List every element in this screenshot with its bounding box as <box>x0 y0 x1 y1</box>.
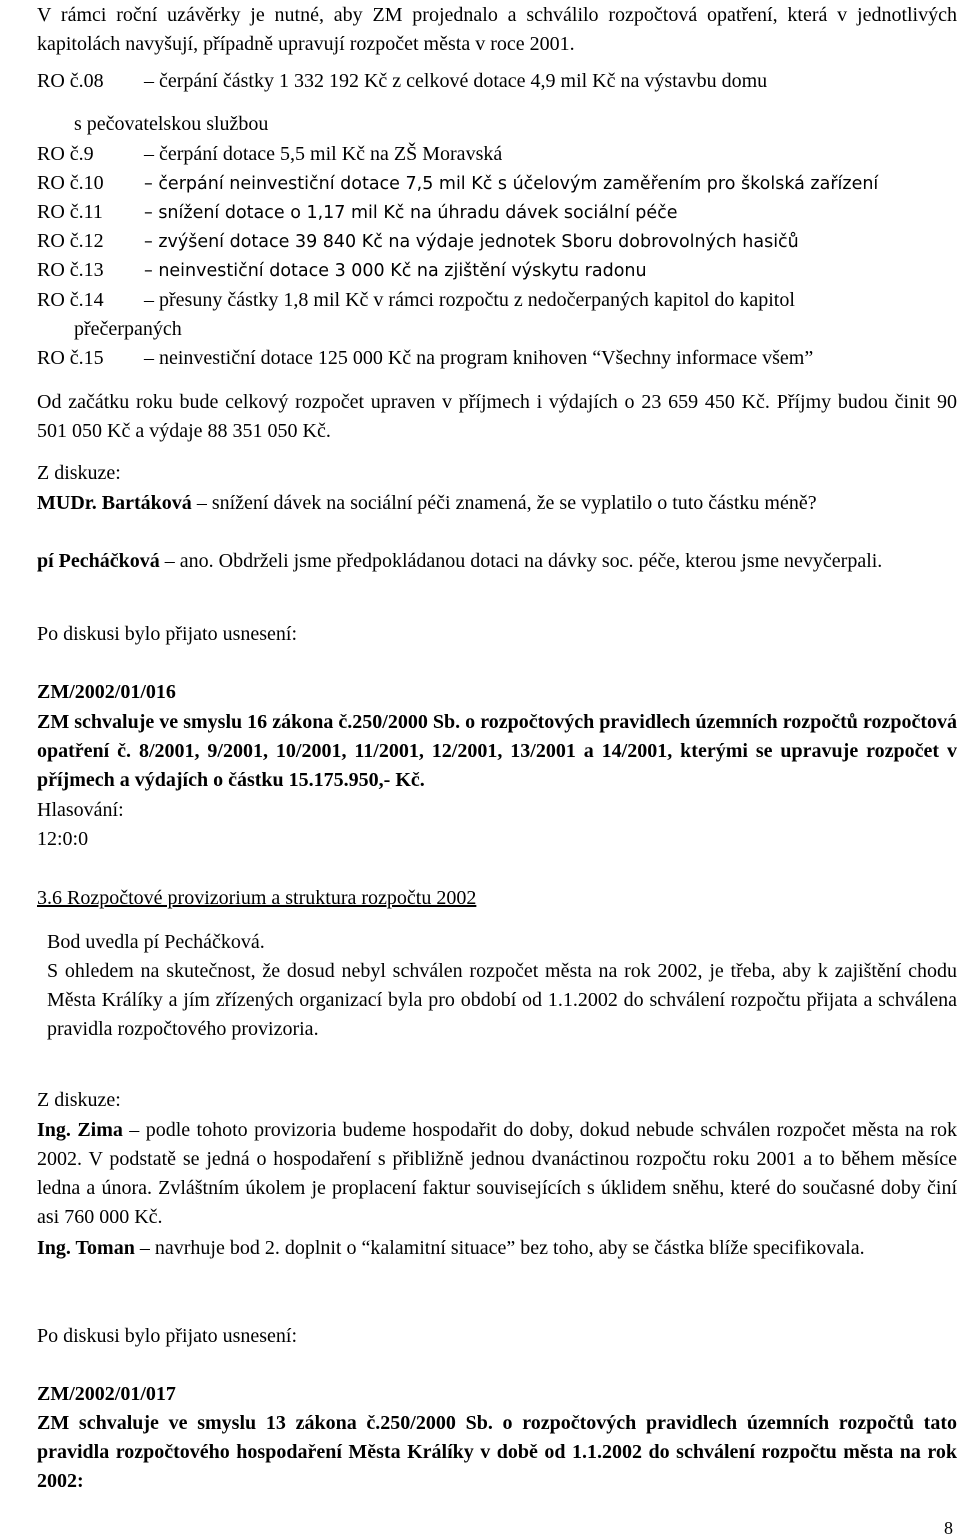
speaker-name: pí Pecháčková <box>37 550 160 572</box>
resolution-intro: Po diskusi bylo přijato usnesení: <box>37 1325 297 1347</box>
discussion-heading: Z diskuze: <box>37 462 121 484</box>
section-number: 3.6 <box>37 887 62 909</box>
ro-code: RO č.9 <box>37 143 94 165</box>
ro-item-continuation: s pečovatelskou službou <box>74 113 269 135</box>
page-number: 8 <box>944 1518 953 1538</box>
ro-code: RO č.08 <box>37 70 104 92</box>
vote-result: 12:0:0 <box>37 828 89 850</box>
ro-item <box>37 67 957 96</box>
resolution-intro: Po diskusi bylo přijato usnesení: <box>37 623 297 645</box>
ro-item <box>37 198 957 228</box>
section-title: Rozpočtové provizorium a struktura rozpočtu 2002 <box>67 887 477 909</box>
ro-text: – přesuny částky 1,8 mil Kč v rámci rozpočtu z nedočerpaných kapitol do kapitol <box>144 289 795 311</box>
discussion-text: – snížení dávek na sociální péči znamená, že se vyplatilo o tuto částku méně? <box>196 492 817 514</box>
discussion-heading: Z diskuze: <box>37 1089 121 1111</box>
ro-item <box>37 227 957 257</box>
ro-code: RO č.11 <box>37 201 103 223</box>
ro-text: – snížení dotace o 1,17 mil Kč na úhradu dávek sociální péče <box>144 203 678 223</box>
vote-label: Hlasování: <box>37 799 124 821</box>
resolution-number: ZM/2002/01/016 <box>37 681 176 703</box>
ro-text: – čerpání neinvestiční dotace 7,5 mil Kč s účelovým zaměřením pro školská zařízení <box>144 174 879 194</box>
resolution-text: ZM schvaluje ve smyslu 16 zákona č.250/2000 Sb. o rozpočtových pravidlech územních rozpočtů rozpočtová opatření č. 8/2001, 9/2001, 10/2001, 11/2001, 12/2001, 13/2001 a 14/2001, kterými se upravuje rozpočet v příjmech a výdajích o částku 15.175.950,- Kč. <box>37 711 957 791</box>
ro-item-continuation: přečerpaných <box>74 318 182 340</box>
speaker-name: Ing. Toman <box>37 1237 135 1259</box>
ro-text: – čerpání částky 1 332 192 Kč z celkové dotace 4,9 mil Kč na výstavbu domu <box>144 70 768 92</box>
section-presenter: Bod uvedla pí Pecháčková. <box>47 931 265 953</box>
ro-code: RO č.13 <box>37 259 104 281</box>
speaker-name: MUDr. Bartáková <box>37 492 192 514</box>
speaker-name: Ing. Zima <box>37 1119 123 1141</box>
discussion-entry <box>37 1234 957 1263</box>
ro-item <box>37 344 957 373</box>
discussion-entry <box>37 489 957 518</box>
discussion-entry <box>37 547 957 576</box>
discussion-entry <box>37 1116 957 1232</box>
ro-text: – neinvestiční dotace 125 000 Kč na program knihoven “Všechny informace všem” <box>144 347 814 369</box>
ro-item <box>37 256 957 286</box>
resolution-number: ZM/2002/01/017 <box>37 1383 176 1405</box>
ro-text: – čerpání dotace 5,5 mil Kč na ZŠ Moravská <box>144 143 503 165</box>
ro-code: RO č.12 <box>37 230 104 252</box>
budget-summary: Od začátku roku bude celkový rozpočet upraven v příjmech i výdajích o 23 659 450 Kč. Příjmy budou činit 90 501 050 Kč a výdaje 88 351 050 Kč. <box>37 391 957 442</box>
ro-code: RO č.15 <box>37 347 104 369</box>
section-body: S ohledem na skutečnost, že dosud nebyl schválen rozpočet města na rok 2002, je třeba, aby k zajištění chodu Města Králíky a jím zřízených organizací byla pro období od 1.1.2002 do schválení rozpočtu přijata a schválena pravidla rozpočtového provizoria. <box>47 960 957 1040</box>
discussion-text: – navrhuje bod 2. doplnit o “kalamitní situace” bez toho, aby se částka blíže specifikovala. <box>139 1237 865 1259</box>
ro-text: – zvýšení dotace 39 840 Kč na výdaje jednotek Sboru dobrovolných hasičů <box>144 232 799 252</box>
ro-item <box>37 140 957 169</box>
intro-paragraph: V rámci roční uzávěrky je nutné, aby ZM projednalo a schválilo rozpočtová opatření, která v jednotlivých kapitolách navyšují, případně upravují rozpočet města v roce 2001. <box>37 4 957 55</box>
discussion-text: – ano. Obdrželi jsme předpokládanou dotaci na dávky soc. péče, kterou jsme nevyčerpali. <box>164 550 883 572</box>
ro-item <box>37 169 957 199</box>
ro-code: RO č.14 <box>37 289 104 311</box>
ro-item <box>37 286 957 315</box>
resolution-text: ZM schvaluje ve smyslu 13 zákona č.250/2000 Sb. o rozpočtových pravidlech územních rozpočtů tato pravidla rozpočtového hospodaření Města Králíky v době od 1.1.2002 do schválení rozpočtu města na rok 2002: <box>37 1412 957 1492</box>
section-heading <box>37 884 957 913</box>
ro-text: – neinvestiční dotace 3 000 Kč na zjištění výskytu radonu <box>144 261 647 281</box>
discussion-text: – podle tohoto provizoria budeme hospodařit do doby, dokud nebude schválen rozpočet města na rok 2002. V podstatě se jedná o hospodaření s přibližně jednou dvanáctinou rozpočtu roku 2001 a to během měsíce ledna a února. Zvláštním úkolem je proplacení faktur souvisejících s úklidem sněhu, které do současné doby činí asi 760 000 Kč. <box>37 1119 957 1228</box>
ro-code: RO č.10 <box>37 172 104 194</box>
